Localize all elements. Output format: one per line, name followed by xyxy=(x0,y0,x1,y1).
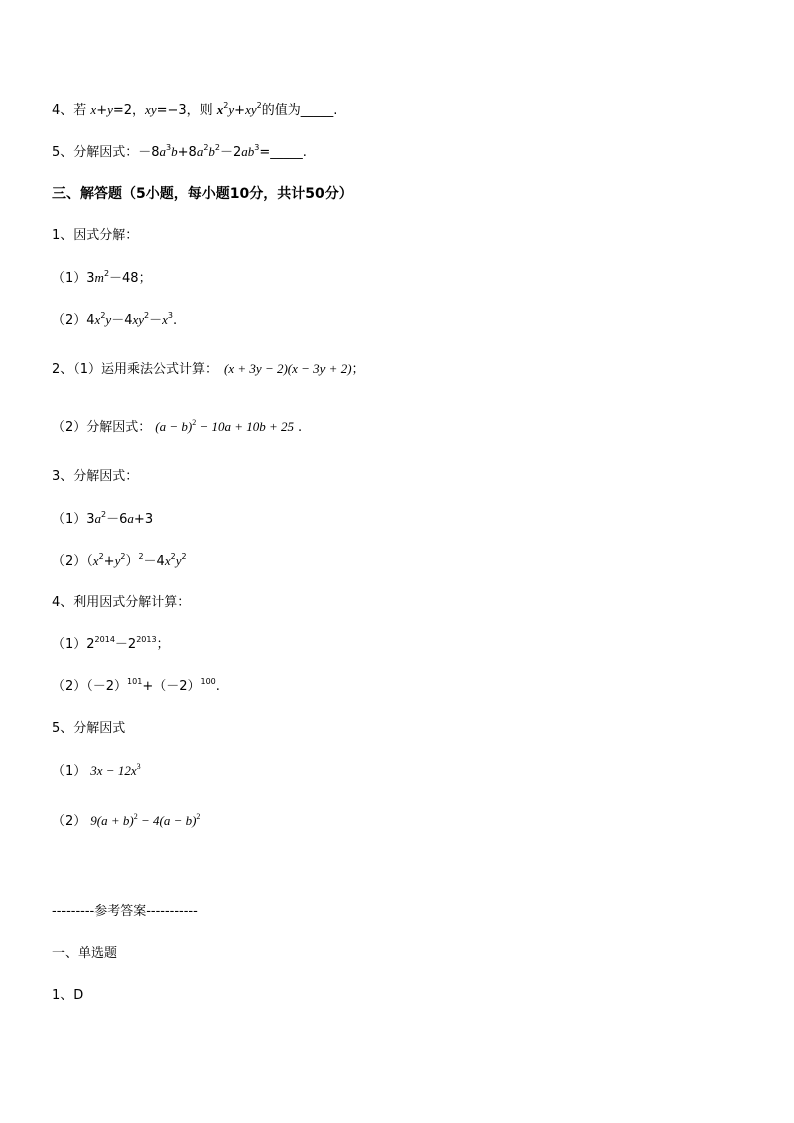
section-1-heading: 一、单选题 xyxy=(52,946,118,961)
problem-4-part-2: $(2)(-2)^{101}+(-2)^{100}$. xyxy=(52,677,220,694)
problem-4-title: 4、利用因式分解计算： xyxy=(52,595,191,610)
answer-blank[interactable]: _____ xyxy=(300,103,334,118)
question-4: 4、若 x+y=2，xy=−3，则 $x^2y+xy^2$的值为_____. xyxy=(52,101,338,118)
problem-3-part-2: $(2)(x^2+y^2)^2-4x^2y^2$ xyxy=(52,552,187,569)
problem-4-part-1: $(1)2^{2014}-2^{2013}$； xyxy=(52,635,170,652)
answer-1: 1、D xyxy=(52,988,84,1003)
section-3-heading: 三、解答题（5小题，每小题10分，共计50分） xyxy=(52,186,353,202)
answer-divider: ---------参考答案----------- xyxy=(52,904,198,919)
problem-5-title: 5、分解因式 xyxy=(52,721,126,736)
problem-5-part-1: （1） $3x - 12x^3$ xyxy=(52,762,141,779)
problem-5-part-2: （2） $9(a + b)^2 - 4(a - b)^2$ xyxy=(52,812,201,829)
problem-2-part-2: （2）分解因式： $(a - b)^2 - 10a + 10b + 25$ . xyxy=(52,418,303,435)
formula-expression: (x + 3y − 2)(x − 3y + 2) xyxy=(224,361,352,376)
problem-3-title: 3、分解因式： xyxy=(52,469,139,484)
question-5: 5、分解因式：$-8a^3b+8a^2b^2-2ab^3=\_\_\_\_\_$. xyxy=(52,143,307,160)
problem-1-part-1: $(1)3m^2-48$； xyxy=(52,269,152,286)
problem-1-title: 1、因式分解： xyxy=(52,228,139,243)
answer-blank[interactable]: _____ xyxy=(270,145,303,160)
problem-2-part-1: 2、（1）运用乘法公式计算： (x + 3y − 2)(x − 3y + 2)； xyxy=(52,361,365,377)
problem-3-part-1: $(1)3a^2-6a+3$ xyxy=(52,510,154,527)
problem-1-part-2: $(2)4x^2y-4xy^2-x^3$. xyxy=(52,311,178,328)
